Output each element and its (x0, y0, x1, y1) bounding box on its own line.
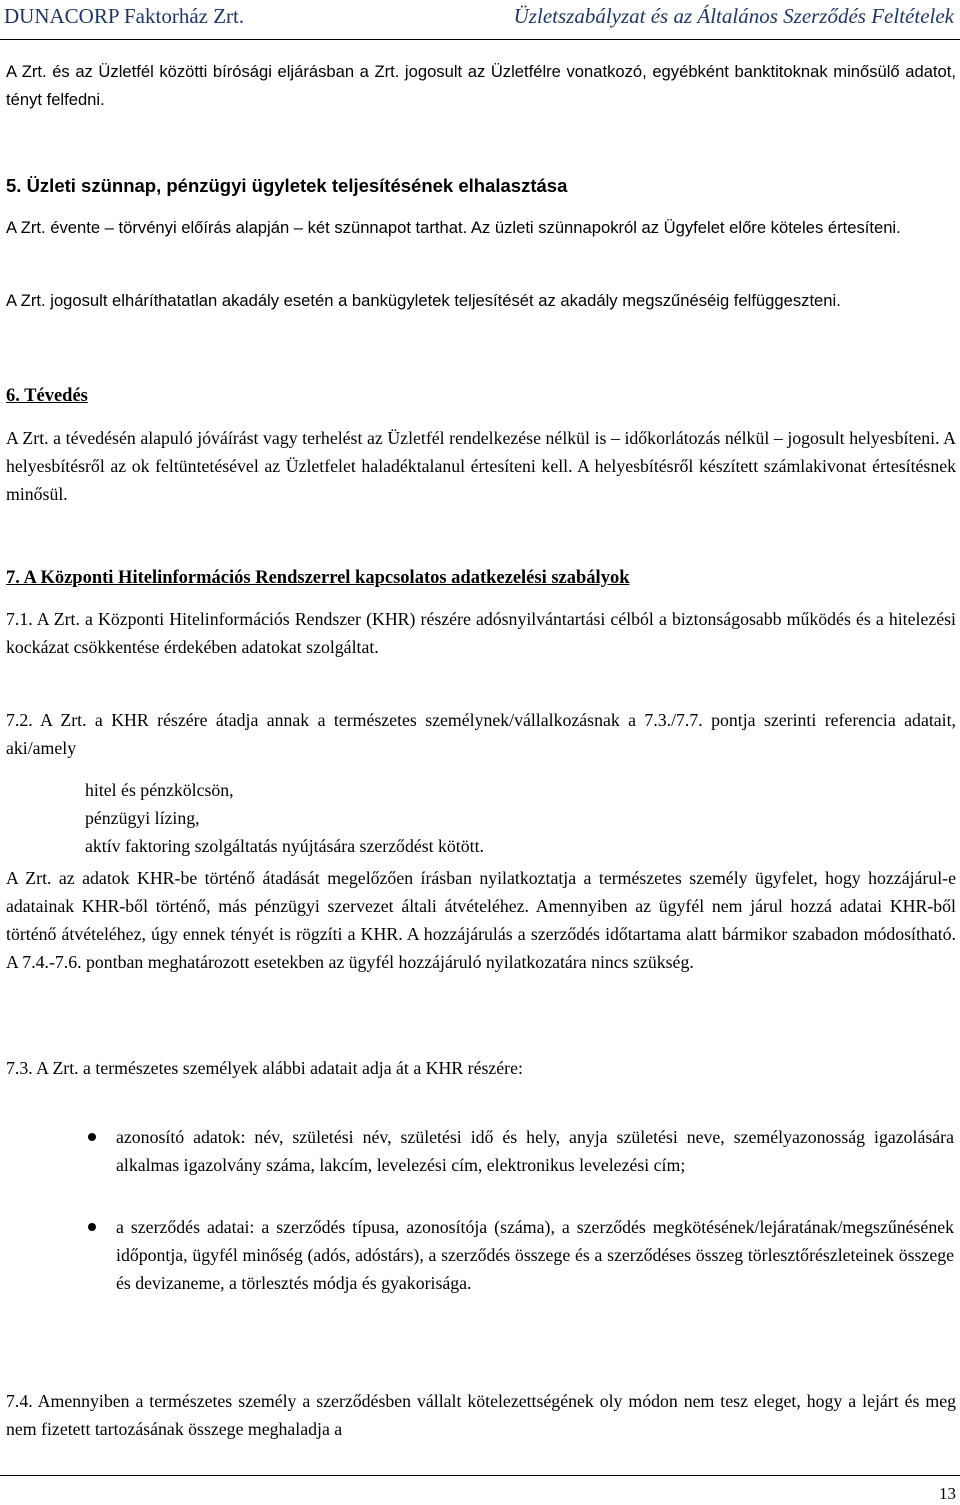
footer-divider (0, 1475, 960, 1476)
list-item: pénzügyi lízing, (85, 808, 200, 828)
paragraph-7-2-continued: A Zrt. az adatok KHR-be történő átadását megelőzően írásban nyilatkoztatja a természetes személy ügyfelet, hogy hozzájárul-e adatainak KHR-ből történő, más pénzügyi szervezet általi átvételéhez. Amennyiben az ügyfél nem járul hozzá adatai KHR-ből történő átvételéhez, úgy ennek tényét is rögzíti a KHR. A hozzájárulás a szerződés időtartama alatt bármikor szabadon módosítható. A 7.4.-7.6. pontban meghatározott esetekben az ügyfél hozzájáruló nyilatkozatára nincs szükség. (6, 868, 956, 972)
section-5-paragraph-1: A Zrt. évente – törvényi előírás alapján – két szünnapot tarthat. Az üzleti szünnapokról az Ügyfelet előre köteles értesíteni. (6, 218, 901, 237)
section-7-heading (6, 564, 630, 592)
paragraph-7-1: 7.1. A Zrt. a Központi Hitelinformációs Rendszer (KHR) részére adósnyilvántartási célból a biztonságosabb működés és a hitelezési kockázat csökkentése érdekében adatokat szolgáltat. (6, 609, 956, 657)
paragraph-7-2: 7.2. A Zrt. a KHR részére átadja annak a természetes személynek/vállalkozásnak a 7.3./7.7. pontja szerinti referencia adatait, aki/amely (6, 710, 956, 758)
bullet-icon (88, 1133, 96, 1141)
paragraph-7-3: 7.3. A Zrt. a természetes személyek alábbi adatait adja át a KHR részére: (6, 1058, 523, 1078)
khr-contract-list (85, 776, 945, 860)
page-number: 13 (939, 1484, 956, 1503)
page-header (0, 0, 960, 40)
header-company: DUNACORP Faktorház Zrt. (4, 4, 245, 28)
bullet-item-contract-data: a szerződés adatai: a szerződés típusa, azonosítója (száma), a szerződés megkötésének/lejáratának/megszűnésének időpontja, ügyfél minőség (adós, adóstárs), a szerződés összege és a szerződéses összeg törlesztőrészleteinek összege és devizaneme, a törlesztés módja és gyakorisága. (116, 1217, 954, 1293)
bullet-icon (88, 1223, 96, 1231)
section-6-heading (6, 382, 88, 410)
section-6-heading-text: 6. Tévedés (6, 386, 88, 406)
bullet-item-identification: azonosító adatok: név, születési név, születési idő és hely, anyja születési neve, személyazonosság igazolására alkalmas igazolvány száma, lakcím, levelezési cím, elektronikus levelezési cím; (116, 1127, 954, 1175)
list-item: aktív faktoring szolgáltatás nyújtására szerződést kötött. (85, 836, 484, 856)
intro-paragraph: A Zrt. és az Üzletfél közötti bírósági eljárásban a Zrt. jogosult az Üzletfélre vonatkozó, egyébként banktitoknak minősülő adatot, tényt felfedni. (6, 62, 956, 109)
paragraph-7-4: 7.4. Amennyiben a természetes személy a szerződésben vállalt kötelezettségének oly módon nem tesz eleget, hogy a lejárt és meg nem fizetett tartozásának összege meghaladja a (6, 1391, 956, 1439)
section-7-heading-text: 7. A Központi Hitelinformációs Rendszerrel kapcsolatos adatkezelési szabályok (6, 568, 630, 588)
section-5-paragraph-2: A Zrt. jogosult elháríthatatlan akadály esetén a bankügyletek teljesítését az akadály megszűnéséig felfüggeszteni. (6, 291, 841, 310)
section-6-paragraph: A Zrt. a tévedésén alapuló jóváírást vagy terhelést az Üzletfél rendelkezése nélkül is – időkorlátozás nélkül – jogosult helyesbíteni. A helyesbítésről az ok feltüntetésével az Üzletfelet haladéktalanul értesíteni kell. A helyesbítésről készített számlakivonat értesítésnek minősül. (6, 428, 956, 504)
section-5-heading: 5. Üzleti szünnap, pénzügyi ügyletek teljesítésének elhalasztása (6, 175, 568, 196)
list-item: hitel és pénzkölcsön, (85, 780, 234, 800)
header-document-title: Üzletszabályzat és az Általános Szerződés Feltételek (513, 4, 954, 28)
